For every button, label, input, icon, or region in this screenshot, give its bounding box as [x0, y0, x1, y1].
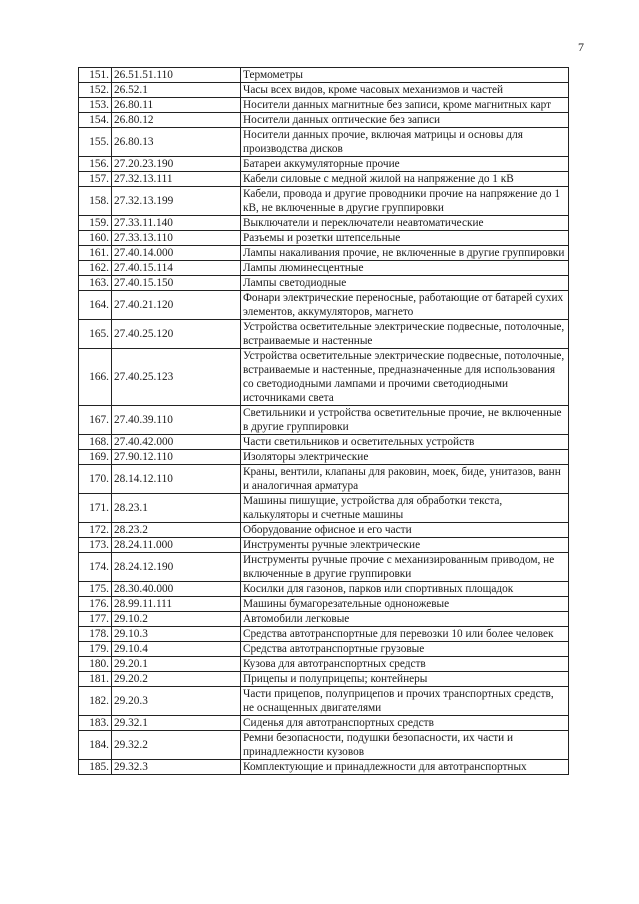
row-number-cell: 157. — [79, 172, 112, 187]
okpd-code-cell: 29.32.2 — [112, 731, 241, 760]
product-name-cell: Кузова для автотранспортных средств — [241, 657, 569, 672]
row-number-cell: 158. — [79, 187, 112, 216]
row-number-cell: 156. — [79, 157, 112, 172]
row-number-cell: 162. — [79, 261, 112, 276]
product-name-cell: Ремни безопасности, подушки безопасности, их части и принадлежности кузовов — [241, 731, 569, 760]
row-number-cell: 175. — [79, 582, 112, 597]
okpd-code-cell: 29.10.3 — [112, 627, 241, 642]
okpd-code-cell: 28.24.12.190 — [112, 553, 241, 582]
table-row — [79, 612, 569, 627]
table-row — [79, 672, 569, 687]
product-name-cell: Сиденья для автотранспортных средств — [241, 716, 569, 731]
okpd-code-cell: 27.40.42.000 — [112, 435, 241, 450]
product-name-cell: Части светильников и осветительных устройств — [241, 435, 569, 450]
product-name-cell: Инструменты ручные электрические — [241, 538, 569, 553]
product-name-cell: Батареи аккумуляторные прочие — [241, 157, 569, 172]
product-name-cell: Часы всех видов, кроме часовых механизмов и частей — [241, 83, 569, 98]
table-row — [79, 276, 569, 291]
okpd-code-cell: 26.80.12 — [112, 113, 241, 128]
row-number-cell: 152. — [79, 83, 112, 98]
okpd-code-cell: 28.99.11.111 — [112, 597, 241, 612]
row-number-cell: 161. — [79, 246, 112, 261]
product-name-cell: Термометры — [241, 68, 569, 83]
product-name-cell: Оборудование офисное и его части — [241, 523, 569, 538]
row-number-cell: 164. — [79, 291, 112, 320]
okpd-code-cell: 27.40.15.114 — [112, 261, 241, 276]
table-row — [79, 216, 569, 231]
table-row — [79, 435, 569, 450]
product-name-cell: Машины пишущие, устройства для обработки текста, калькуляторы и счетные машины — [241, 494, 569, 523]
product-name-cell: Носители данных оптические без записи — [241, 113, 569, 128]
product-name-cell: Фонари электрические переносные, работающие от батарей сухих элементов, аккумуляторов, магнето — [241, 291, 569, 320]
okpd-code-cell: 29.32.3 — [112, 760, 241, 775]
table-row — [79, 113, 569, 128]
row-number-cell: 172. — [79, 523, 112, 538]
okpd-code-cell: 26.51.51.110 — [112, 68, 241, 83]
page-number: 7 — [578, 40, 584, 54]
product-name-cell: Части прицепов, полуприцепов и прочих транспортных средств, не оснащенных двигателями — [241, 687, 569, 716]
okpd-code-cell: 29.10.2 — [112, 612, 241, 627]
okpd-code-cell: 28.23.1 — [112, 494, 241, 523]
okpd-code-cell: 27.33.13.110 — [112, 231, 241, 246]
okpd-code-cell: 27.32.13.199 — [112, 187, 241, 216]
okpd-code-cell: 26.80.11 — [112, 98, 241, 113]
table-row — [79, 187, 569, 216]
table-body — [79, 68, 569, 775]
product-name-cell: Кабели, провода и другие проводники прочие на напряжение до 1 кВ, не включенные в другие группировки — [241, 187, 569, 216]
table-row — [79, 627, 569, 642]
row-number-cell: 181. — [79, 672, 112, 687]
okpd-code-cell: 26.80.13 — [112, 128, 241, 157]
table-row — [79, 582, 569, 597]
table-row — [79, 128, 569, 157]
table-row — [79, 246, 569, 261]
table-row — [79, 349, 569, 406]
row-number-cell: 184. — [79, 731, 112, 760]
row-number-cell: 170. — [79, 465, 112, 494]
product-name-cell: Краны, вентили, клапаны для раковин, моек, биде, унитазов, ванн и аналогичная арматура — [241, 465, 569, 494]
product-name-cell: Лампы накаливания прочие, не включенные в другие группировки — [241, 246, 569, 261]
okpd-code-cell: 27.33.11.140 — [112, 216, 241, 231]
okpd-code-cell: 28.23.2 — [112, 523, 241, 538]
okpd-code-cell: 29.20.2 — [112, 672, 241, 687]
row-number-cell: 173. — [79, 538, 112, 553]
product-name-cell: Машины бумагорезательные одноножевые — [241, 597, 569, 612]
okpd-code-cell: 27.40.25.123 — [112, 349, 241, 406]
okpd-code-cell: 28.24.11.000 — [112, 538, 241, 553]
products-table — [78, 67, 569, 775]
table-row — [79, 553, 569, 582]
product-name-cell: Комплектующие и принадлежности для автотранспортных — [241, 760, 569, 775]
row-number-cell: 153. — [79, 98, 112, 113]
row-number-cell: 159. — [79, 216, 112, 231]
product-name-cell: Кабели силовые с медной жилой на напряжение до 1 кВ — [241, 172, 569, 187]
table-row — [79, 523, 569, 538]
product-name-cell: Носители данных прочие, включая матрицы и основы для производства дисков — [241, 128, 569, 157]
okpd-code-cell: 27.40.21.120 — [112, 291, 241, 320]
product-name-cell: Автомобили легковые — [241, 612, 569, 627]
okpd-code-cell: 27.20.23.190 — [112, 157, 241, 172]
table-row — [79, 231, 569, 246]
row-number-cell: 154. — [79, 113, 112, 128]
okpd-code-cell: 29.10.4 — [112, 642, 241, 657]
row-number-cell: 160. — [79, 231, 112, 246]
table-row — [79, 98, 569, 113]
product-name-cell: Устройства осветительные электрические подвесные, потолочные, встраиваемые и настенные — [241, 320, 569, 349]
row-number-cell: 171. — [79, 494, 112, 523]
table-row — [79, 83, 569, 98]
table-row — [79, 406, 569, 435]
row-number-cell: 174. — [79, 553, 112, 582]
row-number-cell: 151. — [79, 68, 112, 83]
row-number-cell: 165. — [79, 320, 112, 349]
okpd-code-cell: 26.52.1 — [112, 83, 241, 98]
table-row — [79, 494, 569, 523]
product-name-cell: Устройства осветительные электрические подвесные, потолочные, встраиваемые и настенные, предназначенные для использования со светодиодными лампами и прочими светодиодными источниками света — [241, 349, 569, 406]
row-number-cell: 182. — [79, 687, 112, 716]
table-row — [79, 538, 569, 553]
table-row — [79, 291, 569, 320]
row-number-cell: 180. — [79, 657, 112, 672]
row-number-cell: 178. — [79, 627, 112, 642]
row-number-cell: 185. — [79, 760, 112, 775]
row-number-cell: 169. — [79, 450, 112, 465]
table-row — [79, 657, 569, 672]
row-number-cell: 155. — [79, 128, 112, 157]
table-row — [79, 450, 569, 465]
row-number-cell: 183. — [79, 716, 112, 731]
okpd-code-cell: 27.32.13.111 — [112, 172, 241, 187]
row-number-cell: 166. — [79, 349, 112, 406]
table-row — [79, 597, 569, 612]
okpd-code-cell: 28.14.12.110 — [112, 465, 241, 494]
table-row — [79, 642, 569, 657]
table-row — [79, 320, 569, 349]
row-number-cell: 179. — [79, 642, 112, 657]
row-number-cell: 167. — [79, 406, 112, 435]
product-name-cell: Инструменты ручные прочие с механизированным приводом, не включенные в другие группировки — [241, 553, 569, 582]
product-name-cell: Разъемы и розетки штепсельные — [241, 231, 569, 246]
okpd-code-cell: 27.40.15.150 — [112, 276, 241, 291]
product-name-cell: Выключатели и переключатели неавтоматические — [241, 216, 569, 231]
row-number-cell: 168. — [79, 435, 112, 450]
okpd-code-cell: 29.32.1 — [112, 716, 241, 731]
product-name-cell: Лампы светодиодные — [241, 276, 569, 291]
product-name-cell: Носители данных магнитные без записи, кроме магнитных карт — [241, 98, 569, 113]
row-number-cell: 177. — [79, 612, 112, 627]
product-name-cell: Лампы люминесцентные — [241, 261, 569, 276]
table-row — [79, 687, 569, 716]
okpd-code-cell: 27.40.14.000 — [112, 246, 241, 261]
okpd-code-cell: 27.90.12.110 — [112, 450, 241, 465]
row-number-cell: 176. — [79, 597, 112, 612]
table-row — [79, 465, 569, 494]
okpd-code-cell: 29.20.1 — [112, 657, 241, 672]
table-row — [79, 172, 569, 187]
okpd-code-cell: 27.40.39.110 — [112, 406, 241, 435]
product-name-cell: Средства автотранспортные для перевозки 10 или более человек — [241, 627, 569, 642]
table-row — [79, 731, 569, 760]
okpd-code-cell: 27.40.25.120 — [112, 320, 241, 349]
product-name-cell: Средства автотранспортные грузовые — [241, 642, 569, 657]
okpd-code-cell: 29.20.3 — [112, 687, 241, 716]
table-row — [79, 716, 569, 731]
product-name-cell: Прицепы и полуприцепы; контейнеры — [241, 672, 569, 687]
product-name-cell: Косилки для газонов, парков или спортивных площадок — [241, 582, 569, 597]
table-row — [79, 261, 569, 276]
product-name-cell: Светильники и устройства осветительные прочие, не включенные в другие группировки — [241, 406, 569, 435]
table-row — [79, 760, 569, 775]
table-row — [79, 68, 569, 83]
row-number-cell: 163. — [79, 276, 112, 291]
table-row — [79, 157, 569, 172]
product-name-cell: Изоляторы электрические — [241, 450, 569, 465]
okpd-code-cell: 28.30.40.000 — [112, 582, 241, 597]
